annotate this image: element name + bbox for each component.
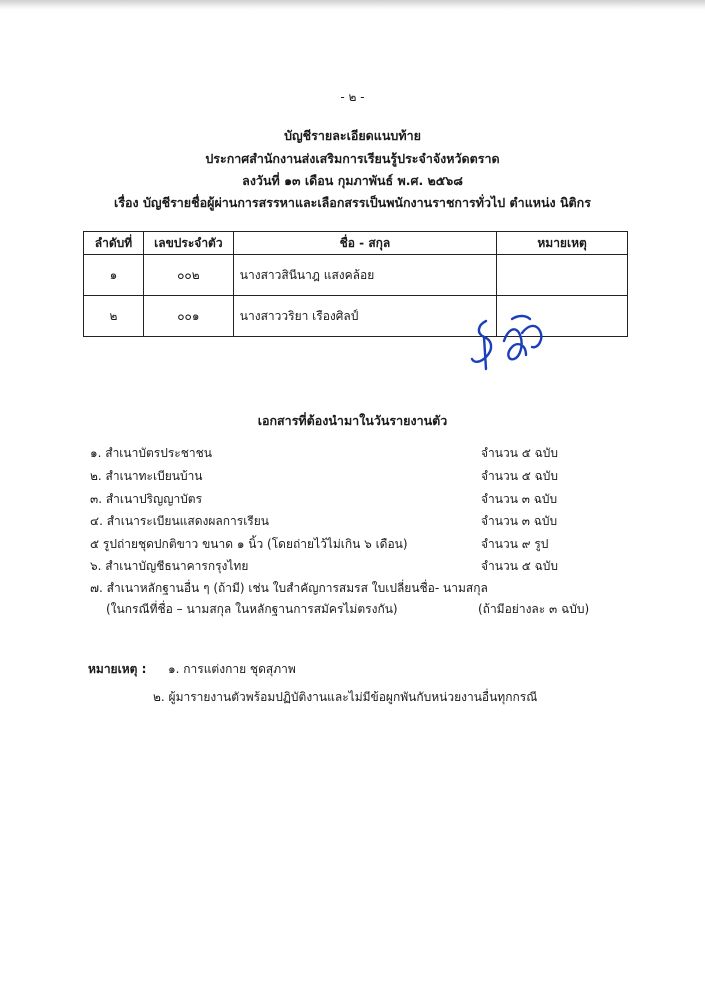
remarks-label: หมายเหตุ : xyxy=(88,662,147,676)
header-announcement: ประกาศสำนักงานส่งเสริมการเรียนรู้ประจำจังหวัดตราด xyxy=(205,151,500,166)
col-header-id: เลขประจำตัว xyxy=(143,232,233,255)
document-item: ๓. สำเนาปริญญาบัตร xyxy=(90,492,203,506)
remark-item: ๒. ผู้มารายงานตัวพร้อมปฏิบัติงานและไม่มีข้อผูกพันกับหน่วยงานอื่นทุกกรณี xyxy=(153,690,538,704)
document-item: ๕ รูปถ่ายชุดปกติขาว ขนาด ๑ นิ้ว (โดยถ่ายไว้ไม่เกิน ๖ เดือน) xyxy=(90,537,408,551)
cell-order: ๒ xyxy=(84,296,144,337)
header-subject: เรื่อง บัญชีรายชื่อผู้ผ่านการสรรหาและเลือกสรรเป็นพนักงานราชการทั่วไป ตำแหน่ง นิติกร xyxy=(114,195,591,210)
cell-name: นางสาววริยา เรืองศิลป์ xyxy=(233,296,496,337)
document-qty: จำนวน ๙ รูป xyxy=(481,537,549,551)
cell-note xyxy=(497,255,628,296)
document-item: ๒. สำเนาทะเบียนบ้าน xyxy=(90,469,203,483)
document-item-continuation: (ในกรณีที่ชื่อ – นามสกุล ในหลักฐานการสมัครไม่ตรงกัน) xyxy=(106,602,398,616)
scan-edge-shadow xyxy=(0,0,705,10)
document-qty: จำนวน ๕ ฉบับ xyxy=(481,469,559,483)
document-qty: จำนวน ๕ ฉบับ xyxy=(481,446,559,460)
document-qty: จำนวน ๕ ฉบับ xyxy=(481,559,559,573)
document-item: ๑. สำเนาบัตรประชาชน xyxy=(90,446,212,460)
col-header-name: ชื่อ - สกุล xyxy=(233,232,496,255)
col-header-order: ลำดับที่ xyxy=(84,232,144,255)
document-item: ๖. สำเนาบัญชีธนาคารกรุงไทย xyxy=(90,559,249,573)
table-row xyxy=(84,255,628,296)
handwritten-signature xyxy=(464,311,554,371)
cell-name: นางสาวสินีนาฎ แสงคล้อย xyxy=(233,255,496,296)
remark-item: ๑. การแต่งกาย ชุดสุภาพ xyxy=(168,662,296,676)
document-qty: จำนวน ๓ ฉบับ xyxy=(481,492,558,506)
page-number: - ๒ - xyxy=(340,90,365,104)
header-title: บัญชีรายละเอียดแนบท้าย xyxy=(284,128,421,143)
document-qty: จำนวน ๓ ฉบับ xyxy=(481,514,558,528)
documents-title: เอกสารที่ต้องนำมาในวันรายงานตัว xyxy=(257,413,448,428)
document-item: ๗. สำเนาหลักฐานอื่น ๆ (ถ้ามี) เช่น ใบสำคัญการสมรส ใบเปลี่ยนชื่อ- นามสกุล xyxy=(90,581,488,595)
cell-order: ๑ xyxy=(84,255,144,296)
document-qty: (ถ้ามีอย่างละ ๓ ฉบับ) xyxy=(478,602,590,616)
cell-id: ๐๐๑ xyxy=(143,296,233,337)
header-date: ลงวันที่ ๑๓ เดือน กุมภาพันธ์ พ.ศ. ๒๕๖๘ xyxy=(242,173,463,188)
col-header-note: หมายเหตุ xyxy=(497,232,628,255)
cell-id: ๐๐๒ xyxy=(143,255,233,296)
table-header-row xyxy=(84,232,628,255)
document-item: ๔. สำเนาระเบียนแสดงผลการเรียน xyxy=(90,514,269,528)
